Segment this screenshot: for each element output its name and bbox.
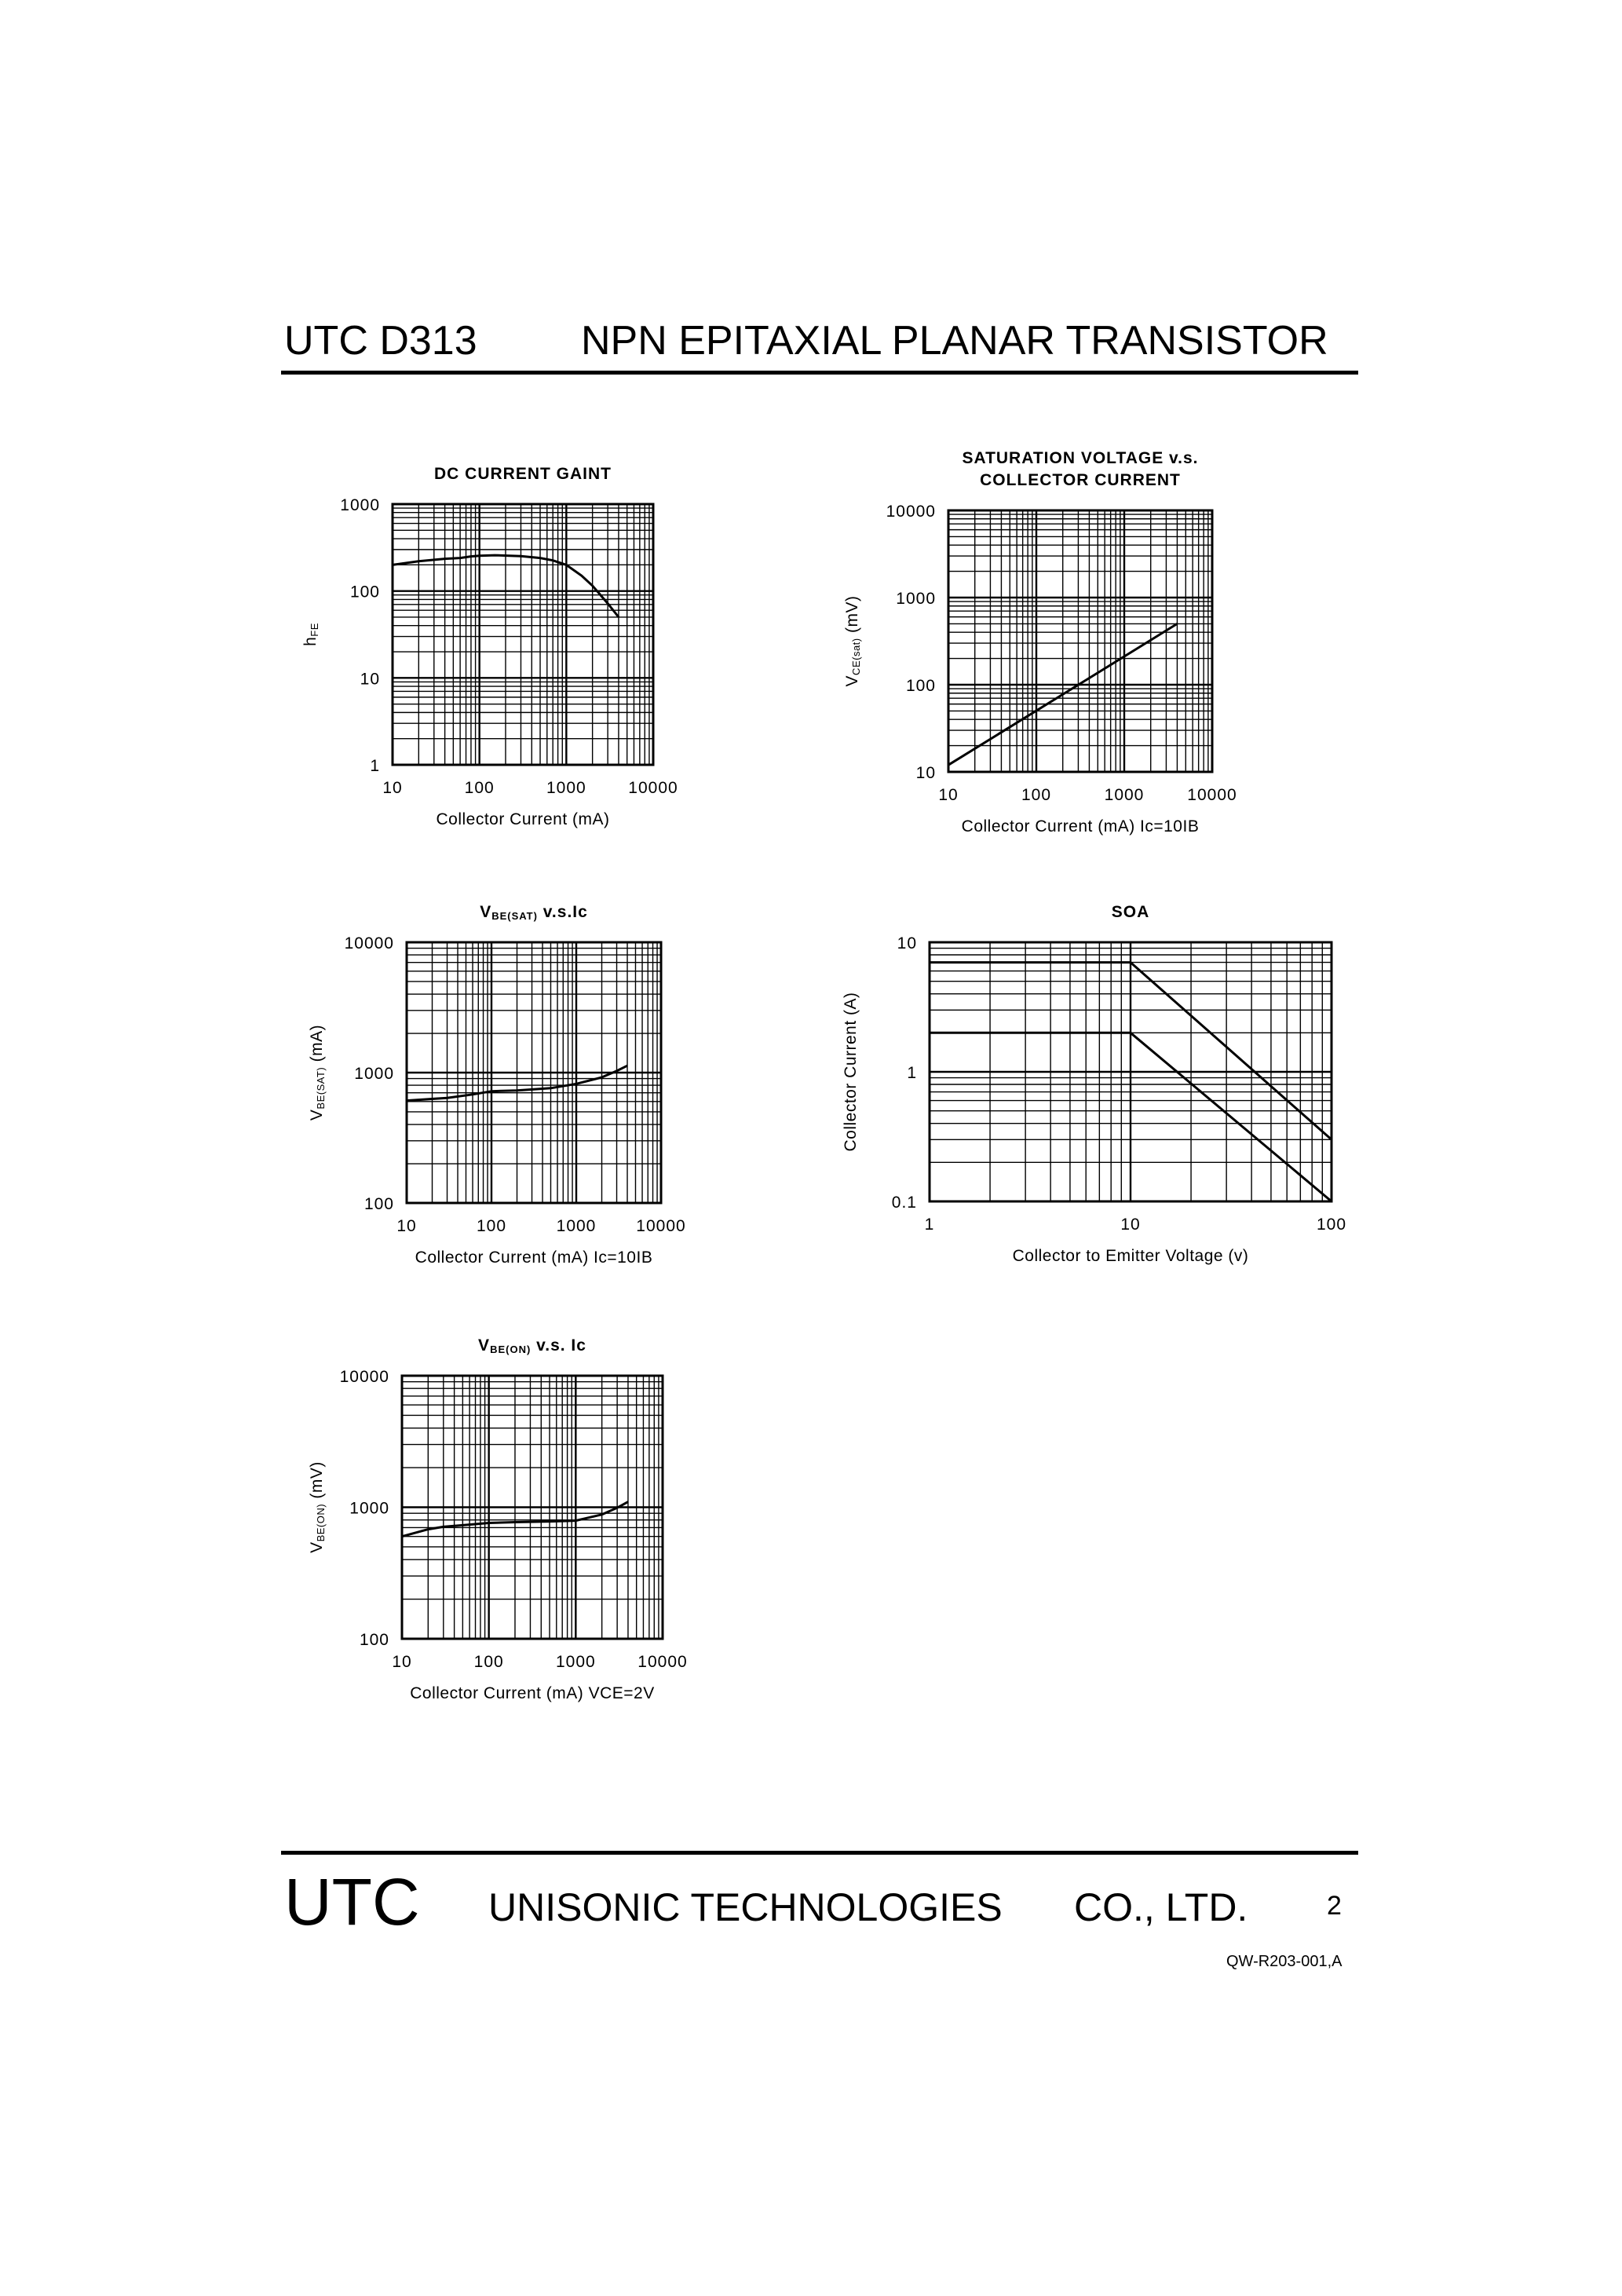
x-tick-label: 10 bbox=[1120, 1216, 1141, 1234]
x-tick-label: 1000 bbox=[555, 1653, 596, 1671]
y-axis-label-rest: (mV) bbox=[843, 595, 861, 638]
y-tick-label: 10 bbox=[897, 934, 917, 952]
x-tick-label: 1000 bbox=[556, 1217, 597, 1235]
y-tick-label: 100 bbox=[349, 583, 380, 601]
device-type: NPN EPITAXIAL PLANAR TRANSISTOR bbox=[581, 318, 1328, 364]
chart-title: SOA bbox=[1111, 903, 1150, 921]
y-axis-label-main: V bbox=[308, 1109, 326, 1121]
chart-saturation-voltage bbox=[832, 440, 1382, 848]
y-axis-label-main: h bbox=[301, 636, 320, 646]
footer-company-suffix: CO., LTD. bbox=[1074, 1885, 1248, 1929]
y-axis-label-main: Collector Current (A) bbox=[842, 992, 860, 1152]
x-tick-label: 100 bbox=[476, 1217, 507, 1235]
y-tick-label: 1000 bbox=[354, 1065, 394, 1083]
x-tick-label: 10000 bbox=[637, 1653, 688, 1671]
y-tick-label: 100 bbox=[359, 1631, 389, 1649]
y-axis-label bbox=[308, 1025, 327, 1121]
x-axis-label: Collector Current (mA) Ic=10IB bbox=[415, 1249, 653, 1267]
y-axis-label bbox=[843, 596, 862, 687]
y-tick-label: 10 bbox=[915, 764, 936, 782]
page-number: 2 bbox=[1327, 1891, 1342, 1921]
y-tick-label: 10000 bbox=[344, 934, 394, 952]
y-tick-label: 1000 bbox=[896, 590, 936, 608]
x-tick-label: 10 bbox=[938, 786, 959, 804]
footer-company: UNISONIC TECHNOLOGIES bbox=[488, 1885, 1003, 1929]
plot-frame bbox=[393, 504, 653, 765]
x-tick-label: 10 bbox=[392, 1653, 412, 1671]
chart-title-main: V bbox=[478, 1336, 491, 1355]
footer-rule bbox=[281, 1851, 1358, 1855]
x-tick-label: 10 bbox=[396, 1217, 417, 1235]
y-axis-label bbox=[308, 1461, 327, 1553]
chart-title: SATURATION VOLTAGE v.s. bbox=[962, 449, 1199, 467]
y-tick-label: 1000 bbox=[340, 496, 380, 514]
chart-title bbox=[478, 1336, 586, 1355]
y-axis-label-rest: (mV) bbox=[308, 1461, 326, 1504]
chart-title-sub: BE(ON) bbox=[490, 1344, 532, 1355]
x-tick-label: 10000 bbox=[628, 779, 678, 797]
chart-title-main: V bbox=[480, 903, 492, 921]
y-tick-label: 10000 bbox=[339, 1368, 389, 1386]
y-axis-label-rest: (mA) bbox=[308, 1024, 326, 1067]
y-axis-label bbox=[842, 992, 860, 1151]
chart-title-rest: v.s.Ic bbox=[537, 903, 588, 921]
y-axis-label-sub: CE(sat) bbox=[850, 638, 862, 675]
chart-dc-current-gain bbox=[283, 448, 832, 840]
x-tick-label: 10000 bbox=[636, 1217, 686, 1235]
part-number: UTC D313 bbox=[284, 318, 477, 364]
chart-title bbox=[480, 903, 588, 922]
y-axis-label-main: V bbox=[843, 675, 861, 687]
y-axis-label bbox=[301, 623, 320, 646]
x-axis-label: Collector to Emitter Voltage (v) bbox=[1012, 1247, 1249, 1265]
x-tick-label: 100 bbox=[473, 1653, 504, 1671]
x-axis-label: Collector Current (mA) VCE=2V bbox=[410, 1684, 655, 1702]
x-axis-label: Collector Current (mA) Ic=10IB bbox=[961, 817, 1200, 835]
document-code: QW-R203-001,A bbox=[1226, 1953, 1343, 1970]
chart-vbe-on bbox=[283, 1319, 832, 1712]
y-tick-label: 1000 bbox=[349, 1499, 389, 1518]
y-tick-label: 100 bbox=[905, 677, 936, 695]
chart-title: DC CURRENT GAINT bbox=[434, 465, 612, 483]
y-tick-label: 10000 bbox=[886, 503, 936, 521]
y-tick-label: 1 bbox=[370, 757, 380, 775]
y-axis-label-sub: BE(ON) bbox=[315, 1503, 327, 1542]
x-tick-label: 1000 bbox=[1104, 786, 1145, 804]
x-tick-label: 100 bbox=[464, 779, 495, 797]
x-tick-label: 100 bbox=[1021, 786, 1052, 804]
y-tick-label: 1 bbox=[907, 1064, 917, 1082]
grid bbox=[930, 942, 1332, 1201]
header-rule bbox=[281, 371, 1358, 375]
grid bbox=[393, 504, 653, 765]
y-axis-label-main: V bbox=[308, 1541, 326, 1553]
chart-soa bbox=[832, 887, 1382, 1280]
y-tick-label: 0.1 bbox=[891, 1194, 917, 1212]
y-tick-label: 10 bbox=[360, 670, 380, 689]
chart-vbe-sat bbox=[283, 887, 832, 1280]
chart-title-sub: BE(SAT) bbox=[491, 910, 538, 922]
grid bbox=[948, 510, 1212, 772]
x-tick-label: 10 bbox=[382, 779, 403, 797]
chart-title-rest: v.s. Ic bbox=[531, 1336, 586, 1355]
chart-title: COLLECTOR CURRENT bbox=[980, 471, 1181, 489]
grid bbox=[402, 1376, 663, 1639]
y-axis-label-sub: FE bbox=[309, 623, 320, 637]
plot-frame bbox=[948, 510, 1212, 772]
grid bbox=[407, 942, 661, 1203]
y-axis-label-sub: BE(SAT) bbox=[315, 1066, 327, 1110]
footer-brand: UTC bbox=[284, 1865, 420, 1939]
x-axis-label: Collector Current (mA) bbox=[436, 810, 610, 828]
x-tick-label: 100 bbox=[1316, 1216, 1347, 1234]
x-tick-label: 1000 bbox=[546, 779, 586, 797]
x-tick-label: 10000 bbox=[1187, 786, 1237, 804]
y-tick-label: 100 bbox=[363, 1195, 394, 1213]
x-tick-label: 1 bbox=[924, 1216, 935, 1234]
